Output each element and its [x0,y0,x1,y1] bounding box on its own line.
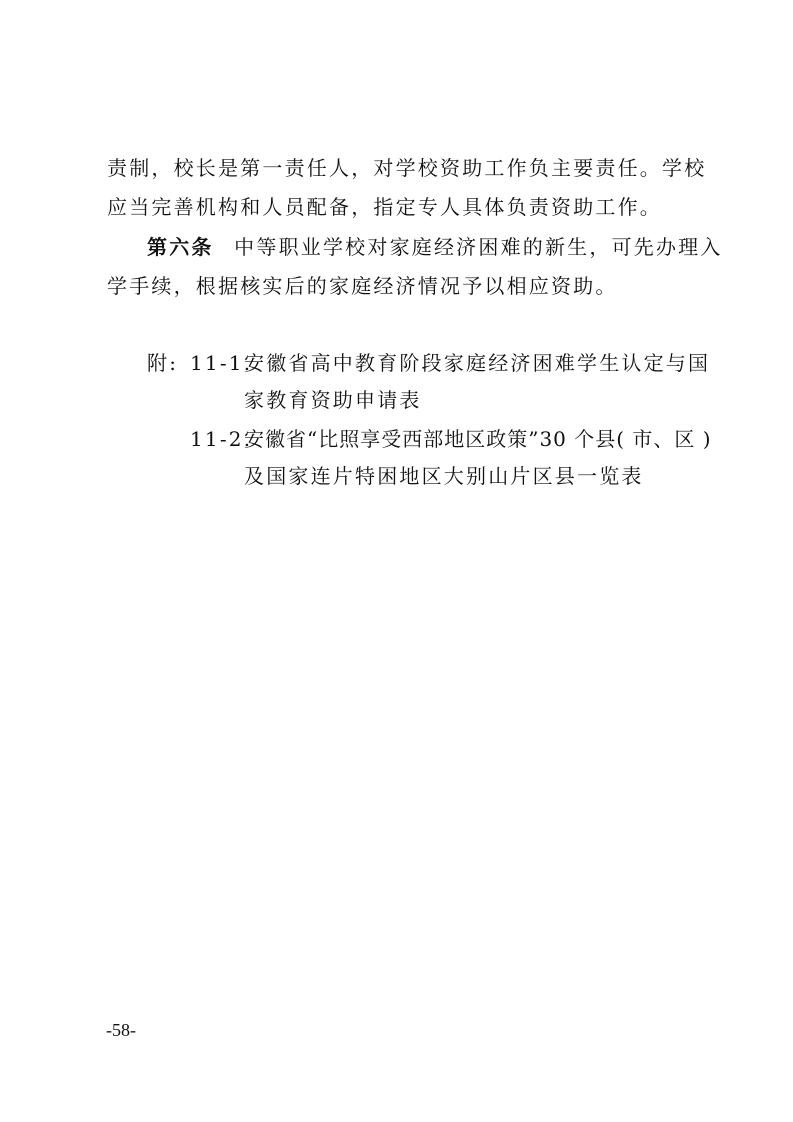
paragraph-line: 应当完善机构和人员配备，指定专人具体负责资助工作。 [107,195,662,219]
attachment-prefix: 附: [147,351,179,375]
paragraph-text: 中等职业学校对家庭经济困难的新生，可先办理入 [234,235,723,259]
paragraph-line: 责制，校长是第一责任人，对学校资助工作负主要责任。学校 [107,156,707,180]
attachment-title-line: 及国家连片特困地区大别山片区县一览表 [244,464,644,488]
article-paragraph [147,233,723,261]
attachment-title-line: 安徽省高中教育阶段家庭经济困难学生认定与国 [244,351,711,375]
attachment-number: 11-1. [190,351,253,375]
paragraph-line: 学手续，根据核实后的家庭经济情况予以相应资助。 [107,274,618,298]
attachment-title-line: 家教育资助申请表 [244,388,422,412]
attachment-title-line: 安徽省“比照享受西部地区政策”30 个县( 市、区 ) [244,427,712,451]
attachment-number: 11-2. [190,427,253,451]
article-heading: 第六条 [147,235,214,259]
page-number: -58- [106,1020,136,1040]
